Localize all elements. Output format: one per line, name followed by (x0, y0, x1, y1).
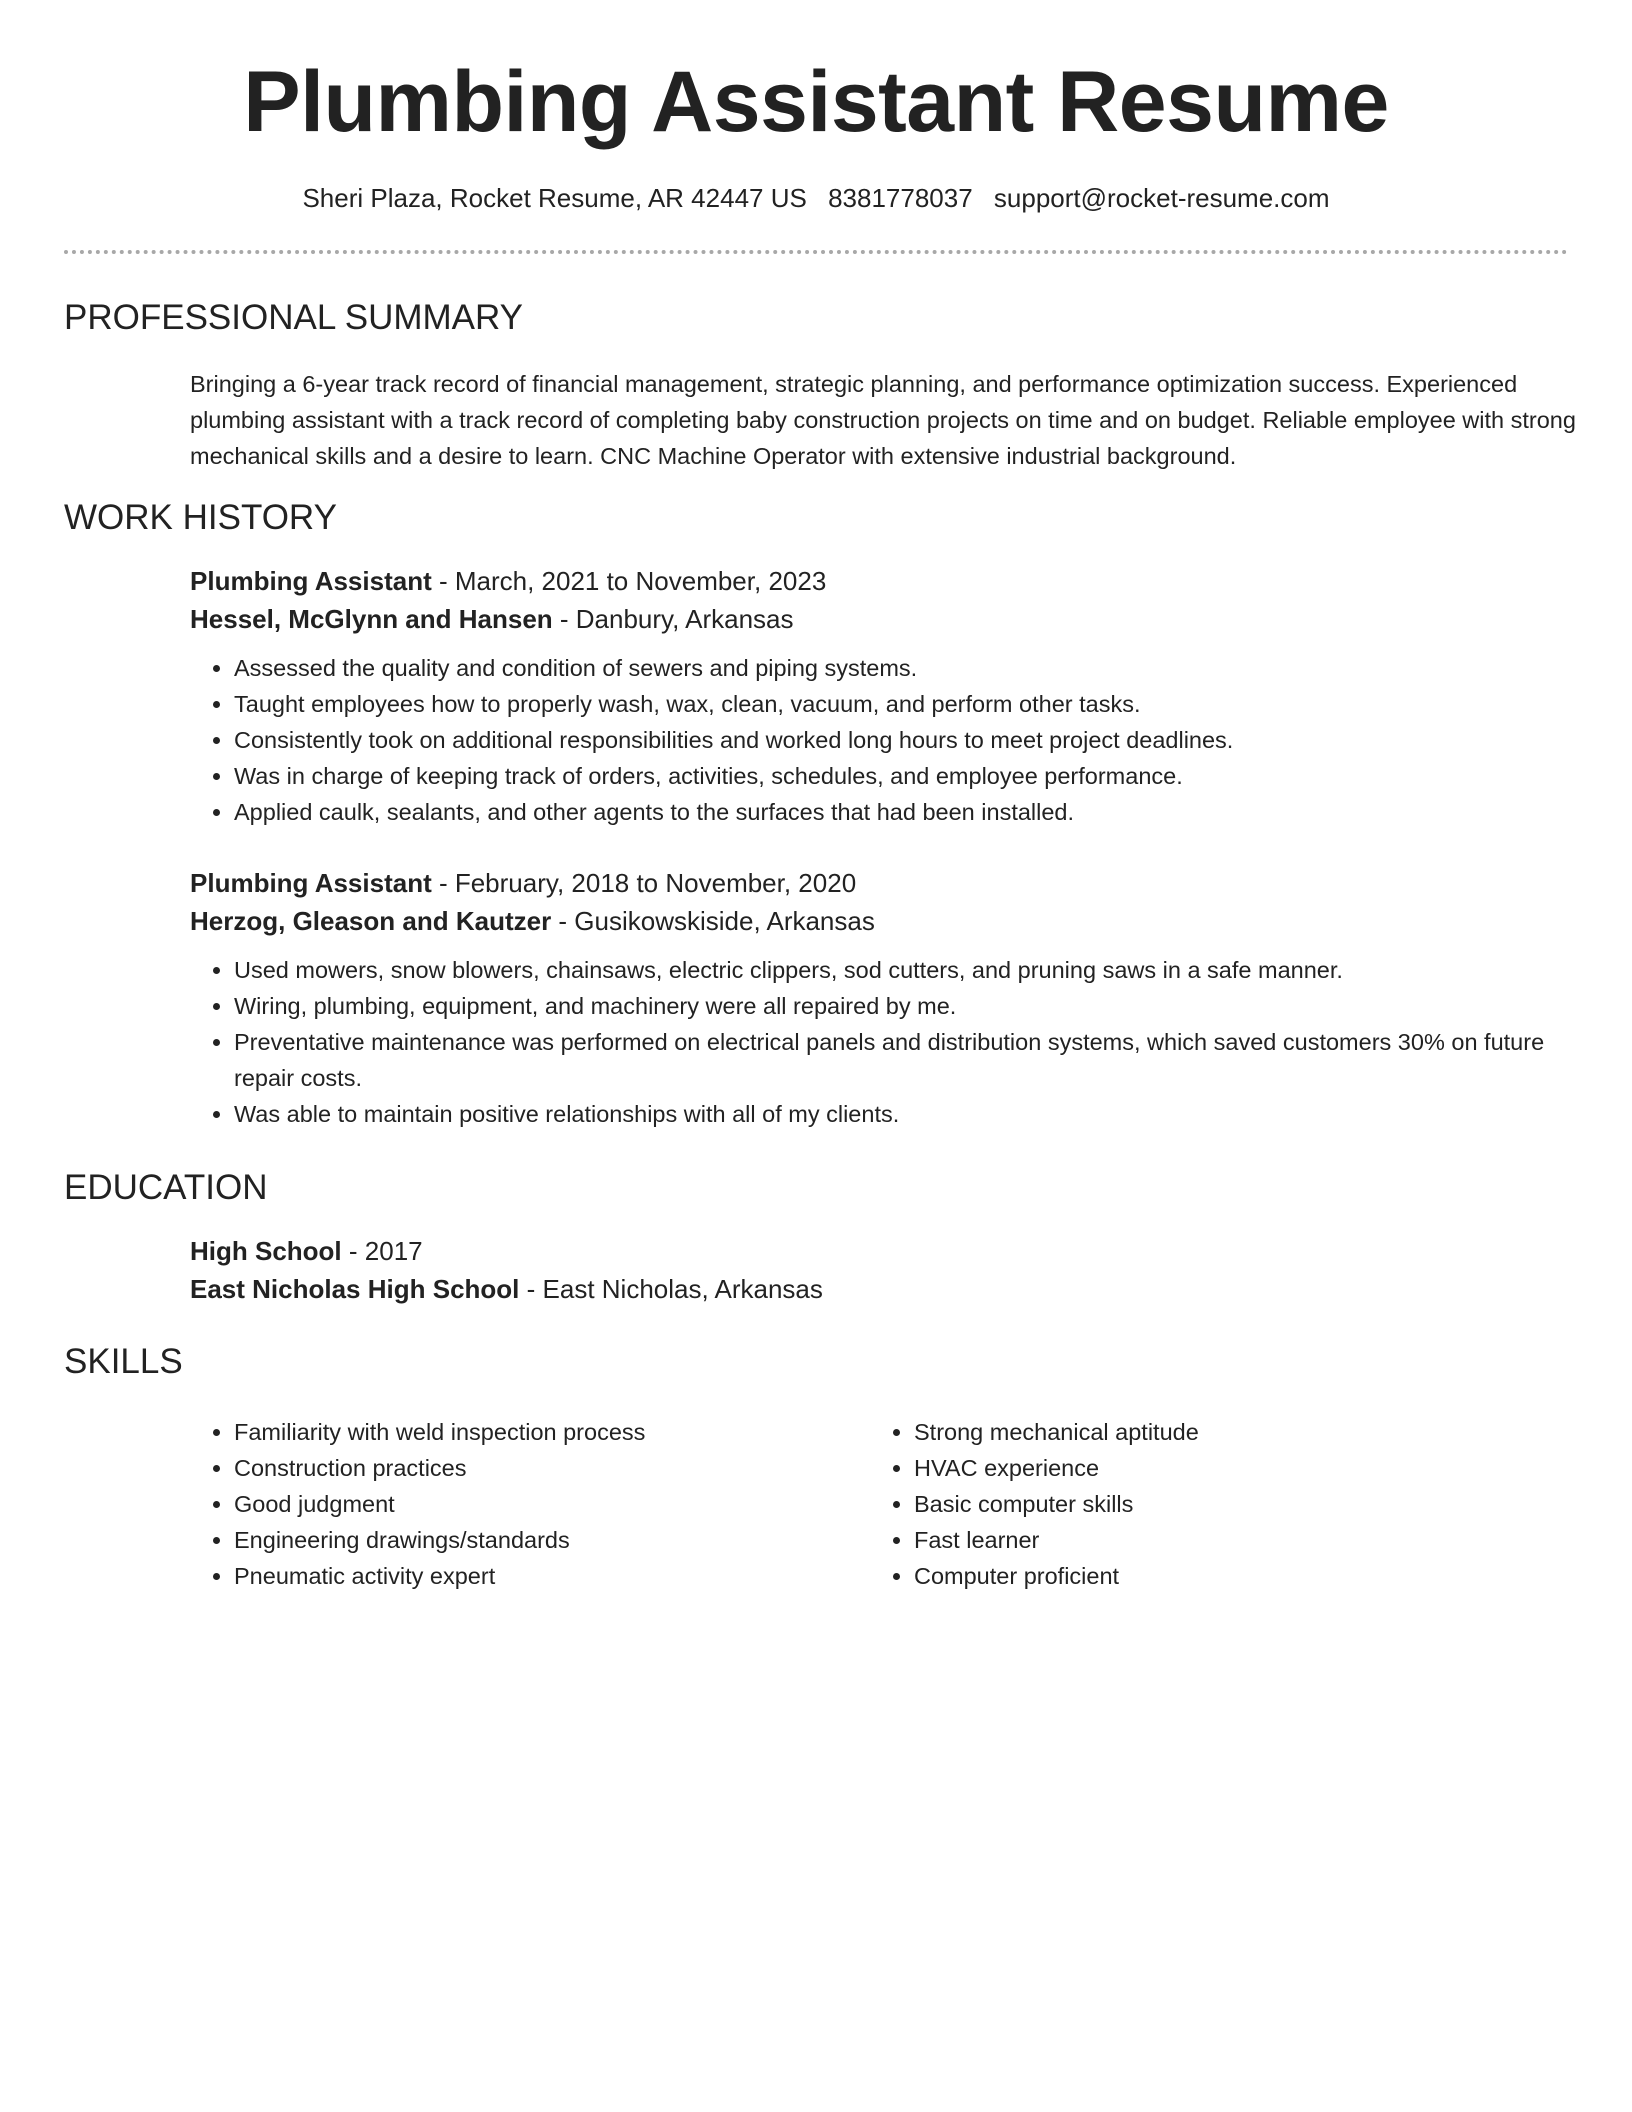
job-duty: • Taught employees how to properly wash, wax, clean, vacuum, and perform other tasks. (234, 686, 1578, 722)
job-duty: • Preventative maintenance was performed on electrical panels and distribution systems, which saved customers 30% on future repair costs. (234, 1024, 1578, 1096)
skills-list (190, 1414, 1578, 1594)
skills-column-right (870, 1414, 1550, 1594)
job-dates: - February, 2018 to November, 2020 (431, 868, 857, 898)
header-divider (64, 250, 1568, 254)
job-duty: • Applied caulk, sealants, and other agents to the surfaces that had been installed. (234, 794, 1578, 830)
education-year: - 2017 (341, 1236, 423, 1266)
job-duties (190, 650, 1578, 830)
job-duty: • Assessed the quality and condition of sewers and piping systems. (234, 650, 1578, 686)
education-entry (190, 1232, 1578, 1308)
education-location: - East Nicholas, Arkansas (519, 1274, 823, 1304)
summary-text: Bringing a 6-year track record of financial management, strategic planning, and performance optimization success. Experienced plumbing assistant with a track record of completing baby construction projects on time and on budget. Reliable employee with strong mechanical skills and a desire to learn. CNC Machine Operator with extensive industrial background. (190, 371, 1576, 469)
resume-title: Plumbing Assistant Resume (243, 54, 1389, 150)
skills-heading: SKILLS (64, 1342, 183, 1381)
summary-heading: PROFESSIONAL SUMMARY (64, 298, 523, 337)
job-duties (190, 952, 1578, 1132)
job-company: Hessel, McGlynn and Hansen (190, 604, 553, 634)
skill-item: • Basic computer skills (914, 1486, 1550, 1522)
job-title-line (190, 864, 1578, 902)
job-duty: • Consistently took on additional responsibilities and worked long hours to meet project deadlines. (234, 722, 1578, 758)
education-degree: High School (190, 1236, 342, 1266)
contact-address: Sheri Plaza, Rocket Resume, AR 42447 US (302, 183, 807, 213)
contact-phone: 8381778037 (828, 183, 973, 213)
skill-item: • Computer proficient (914, 1558, 1550, 1594)
education-degree-line (190, 1232, 1578, 1270)
job-entry (190, 864, 1578, 1132)
skill-item: • HVAC experience (914, 1450, 1550, 1486)
skill-item: • Construction practices (234, 1450, 870, 1486)
education-heading: EDUCATION (64, 1168, 268, 1207)
job-company-line (190, 902, 1578, 940)
education-school: East Nicholas High School (190, 1274, 520, 1304)
work-history-heading: WORK HISTORY (64, 498, 337, 537)
skill-item: • Strong mechanical aptitude (914, 1414, 1550, 1450)
job-title: Plumbing Assistant (190, 566, 432, 596)
skill-item: • Good judgment (234, 1486, 870, 1522)
education-school-line (190, 1270, 1578, 1308)
job-company: Herzog, Gleason and Kautzer (190, 906, 552, 936)
skill-item: • Pneumatic activity expert (234, 1558, 870, 1594)
skills-column-left (190, 1414, 870, 1594)
skill-item: • Familiarity with weld inspection process (234, 1414, 870, 1450)
job-duty: • Wiring, plumbing, equipment, and machinery were all repaired by me. (234, 988, 1578, 1024)
job-title-line (190, 562, 1578, 600)
skill-item: • Engineering drawings/standards (234, 1522, 870, 1558)
job-dates: - March, 2021 to November, 2023 (431, 566, 827, 596)
job-location: - Danbury, Arkansas (552, 604, 794, 634)
job-duty: • Was in charge of keeping track of orders, activities, schedules, and employee performance. (234, 758, 1578, 794)
skill-item: • Fast learner (914, 1522, 1550, 1558)
contact-line (0, 180, 1632, 216)
job-company-line (190, 600, 1578, 638)
contact-email: support@rocket-resume.com (993, 183, 1330, 213)
job-entry (190, 562, 1578, 830)
job-location: - Gusikowskiside, Arkansas (551, 906, 875, 936)
job-title: Plumbing Assistant (190, 868, 432, 898)
job-duty: • Was able to maintain positive relationships with all of my clients. (234, 1096, 1578, 1132)
job-duty: • Used mowers, snow blowers, chainsaws, electric clippers, sod cutters, and pruning saws in a safe manner. (234, 952, 1578, 988)
